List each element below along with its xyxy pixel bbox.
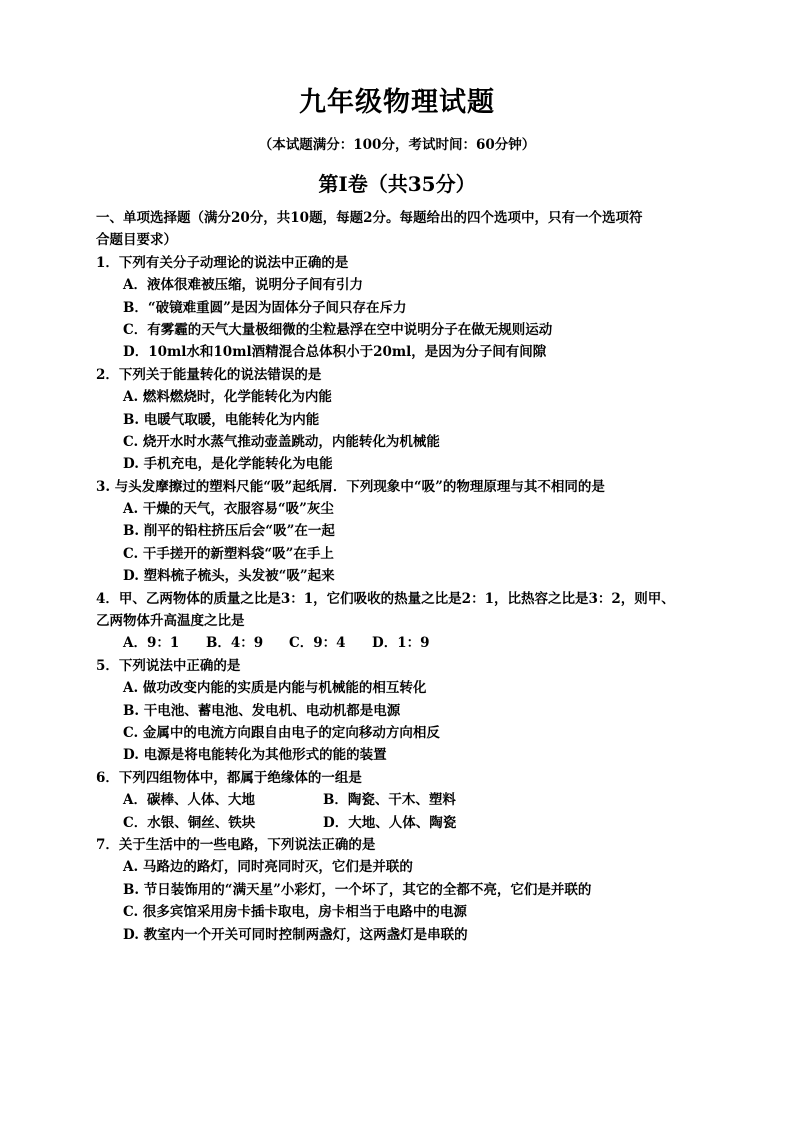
question-stem: 7．关于生活中的一些电路，下列说法正确的是	[96, 836, 376, 853]
question-stem-cont: 乙两物体升高温度之比是	[96, 613, 245, 630]
question-stem: 4．甲、乙两物体的质量之比是3：1，它们吸收的热量之比是2：1，比热容之比是3：2，则甲、	[96, 590, 675, 607]
option-d: D. 手机充电，是化学能转化为电能	[123, 456, 333, 473]
option-row	[96, 632, 716, 654]
option-d: D．1：9	[372, 635, 430, 652]
option-d: D．10ml水和10ml酒精混合总体积小于20ml，是因为分子间有间隙	[123, 344, 547, 361]
question-stem: 6．下列四组物体中，都属于绝缘体的一组是	[96, 769, 362, 786]
option-d: D. 电源是将电能转化为其他形式的能的装置	[123, 747, 387, 764]
option-d: D．大地、人体、陶瓷	[323, 814, 457, 831]
option-c: C．水银、铜丝、铁块	[123, 814, 256, 831]
option-a: A. 燃料燃烧时，化学能转化为内能	[123, 389, 332, 406]
option-a: A. 马路边的路灯，同时亮同时灭，它们是并联的	[123, 859, 413, 876]
part-heading-cont: 合题目要求）	[96, 232, 177, 249]
option-b: B. 削平的铅柱挤压后会“吸”在一起	[123, 523, 335, 540]
option-a: A．碳棒、人体、大地	[123, 792, 255, 809]
option-b: B. 节日装饰用的“满天星”小彩灯，一个坏了，其它的全都不亮，它们是并联的	[123, 881, 592, 898]
question-stem: 5．下列说法中正确的是	[96, 657, 241, 674]
option-b: B．陶瓷、干木、塑料	[323, 792, 456, 809]
option-c: C. 很多宾馆采用房卡插卡取电，房卡相当于电路中的电源	[123, 904, 467, 921]
question-stem: 1．下列有关分子动理论的说法中正确的是	[96, 254, 349, 271]
option-d: D. 教室内一个开关可同时控制两盏灯，这两盏灯是串联的	[123, 926, 468, 943]
exam-subtitle: （本试题满分：100分，考试时间：60分钟）	[258, 137, 536, 153]
option-b: B．4：9	[206, 635, 264, 652]
part-heading: 一、单项选择题（满分20分，共10题，每题2分。每题给出的四个选项中，只有一个选项符	[96, 210, 643, 226]
option-c: C．9：4	[289, 635, 346, 652]
option-c: C. 金属中的电流方向跟自由电子的定向移动方向相反	[123, 724, 440, 741]
option-row	[96, 789, 716, 811]
option-c: C. 干手搓开的新塑料袋“吸”在手上	[123, 545, 334, 562]
option-c: C．有雾霾的天气大量极细微的尘粒悬浮在空中说明分子在做无规则运动	[123, 321, 553, 338]
option-c: C. 烧开水时水蒸气推动壶盖跳动，内能转化为机械能	[123, 433, 440, 450]
option-b: B. 电暖气取暖，电能转化为内能	[123, 411, 320, 428]
option-a: A．液体很难被压缩，说明分子间有引力	[123, 277, 363, 294]
option-a: A．9：1	[123, 635, 180, 652]
option-a: A. 做功改变内能的实质是内能与机械能的相互转化	[123, 680, 427, 697]
question-stem: 3. 与头发摩擦过的塑料尺能“吸”起纸屑．下列现象中“吸”的物理原理与其不相同的是	[96, 478, 605, 495]
option-d: D. 塑料梳子梳头，头发被“吸”起来	[123, 568, 335, 585]
exam-title: 九年级物理试题	[299, 87, 495, 118]
option-row	[96, 812, 716, 834]
question-stem: 2．下列关于能量转化的说法错误的是	[96, 366, 322, 383]
option-b: B．“破镜难重圆”是因为固体分子间只存在斥力	[123, 299, 407, 316]
section-title: 第Ⅰ卷（共35分）	[318, 172, 476, 196]
option-b: B. 干电池、蓄电池、发电机、电动机都是电源	[123, 702, 401, 719]
question-body	[96, 207, 716, 946]
option-a: A. 干燥的天气，衣服容易“吸”灰尘	[123, 501, 334, 518]
